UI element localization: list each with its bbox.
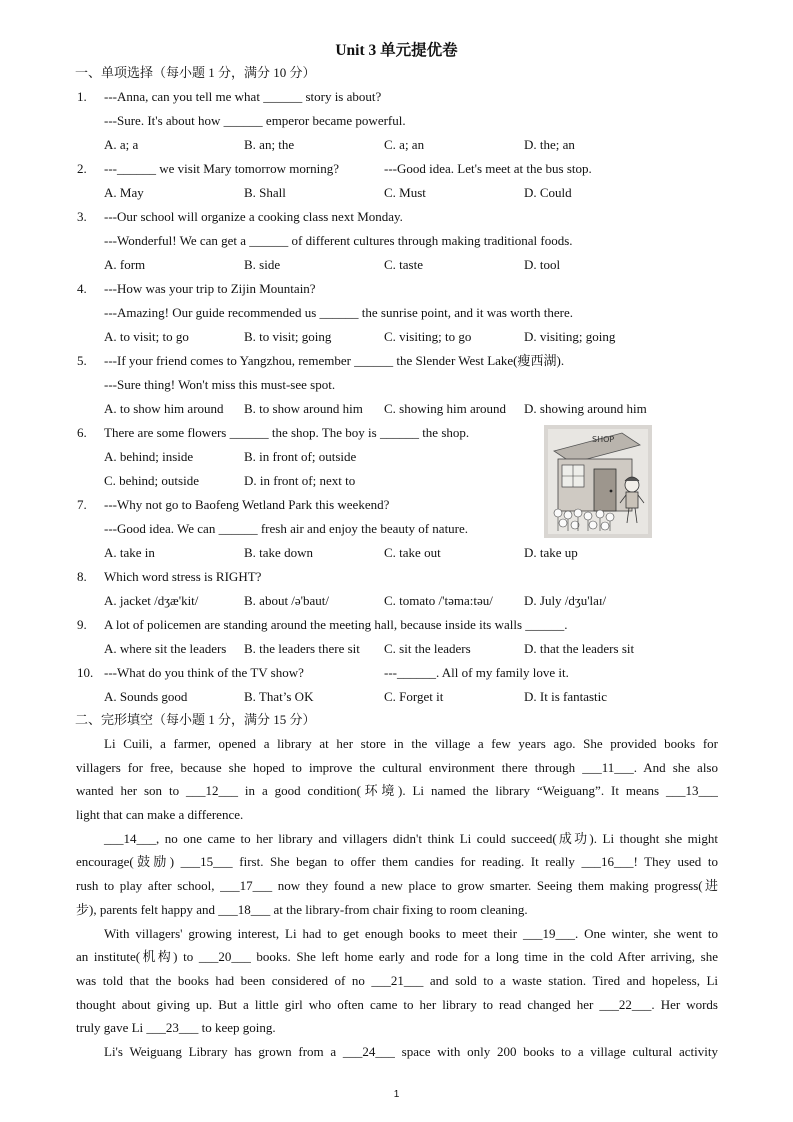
option-d: D. Could (524, 185, 572, 200)
question-stem: ---Why not go to Baofeng Wetland Park this weekend? (104, 497, 390, 512)
option-c: C. taste (384, 257, 423, 272)
passage-line: 步), parents felt happy and ___18___ at the library-from chair fixing to room cleaning. (76, 901, 528, 917)
question-number: 1. (77, 89, 87, 104)
question-number: 6. (77, 425, 87, 440)
passage-line: Li's Weiguang Library has grown from a ___24___ space with only 200 books to a village cultural activity (104, 1043, 718, 1059)
question-stem: ---Amazing! Our guide recommended us ______ the sunrise point, and it was worth there. (104, 305, 573, 320)
option-a: A. where sit the leaders (104, 641, 227, 656)
option-c: C. take out (384, 545, 441, 560)
option-b: B. Shall (244, 185, 286, 200)
option-b: B. an; the (244, 137, 295, 152)
section-heading-choice: 一、单项选择（每小题 1 分，满分 10 分） (75, 65, 316, 80)
option-c: C. showing him around (384, 401, 507, 416)
option-b: B. side (244, 257, 281, 272)
option-b: B. about /ə'baut/ (244, 593, 330, 608)
passage-line: wanted her son to ___12___ in a good condition(环境). Li named the library “Weiguang”. It means ___13___ (76, 783, 718, 799)
question-stem: ---What do you think of the TV show? (104, 665, 304, 680)
question-number: 8. (77, 569, 87, 584)
option-c: C. behind; outside (104, 473, 199, 488)
question-number: 2. (77, 161, 87, 176)
passage-line: was told that the books had been considered of no ___21___ and sold to a waste station. Tired and hopeless, Li (76, 972, 718, 988)
question-stem: ---How was your trip to Zijin Mountain? (104, 281, 316, 296)
question-stem: There are some flowers ______ the shop. The boy is ______ the shop. (104, 425, 470, 440)
question-number: 5. (77, 353, 87, 368)
question-number: 4. (77, 281, 87, 296)
option-b: B. to show around him (244, 401, 363, 416)
option-a: A. to visit; to go (104, 329, 189, 344)
passage-line: an institute(机构) to ___20___ books. She left home early and rode for a long time in the cold After arriving, she (76, 949, 718, 965)
question-stem: A lot of policemen are standing around the meeting hall, because inside its walls ______. (104, 617, 568, 632)
option-a: A. Sounds good (104, 689, 188, 704)
question-stem: ---Our school will organize a cooking class next Monday. (104, 209, 403, 224)
option-d: D. showing around him (524, 401, 647, 416)
option-a: A. behind; inside (104, 449, 194, 464)
question-stem: ---Anna, can you tell me what ______ story is about? (104, 89, 382, 104)
page-title: Unit 3 单元提优卷 (335, 42, 458, 59)
cloze-passage (76, 732, 718, 1064)
question-stem: ---______ we visit Mary tomorrow morning? (104, 161, 340, 176)
passage-line: villagers for free, because she hoped to improve the cultural environment there through ___11___. And she also (76, 759, 718, 775)
passage-line: thought about giving up. But a little girl who often came to her library to read changed her ___22___. Her words (76, 996, 718, 1012)
shop-sign: SHOP (592, 435, 615, 444)
option-d: D. the; an (524, 137, 575, 152)
option-b: B. the leaders there sit (244, 641, 360, 656)
option-b: B. take down (244, 545, 313, 560)
option-a: A. May (104, 185, 144, 200)
page-number: 1 (393, 1089, 400, 1100)
passage-line: light that can make a difference. (76, 807, 244, 823)
question-number: 9. (77, 617, 87, 632)
question-stem: ---Sure thing! Won't miss this must-see spot. (104, 377, 336, 392)
passage-line: With villagers' growing interest, Li had to get enough books to meet their ___19___. One winter, she went to (104, 925, 718, 941)
option-d: D. that the leaders sit (524, 641, 635, 656)
option-d: D. July /dʒu'laɪ/ (524, 593, 607, 608)
option-c: C. Forget it (384, 689, 444, 704)
option-c: C. tomato /'təma:təu/ (384, 593, 493, 608)
shop-illustration (544, 425, 652, 538)
option-b: B. in front of; outside (244, 449, 357, 464)
question-reply: ---______. All of my family love it. (384, 665, 569, 680)
option-d: D. take up (524, 545, 578, 560)
passage-line: rush to play after school, ___17___ now they found a new place to grow smarter. Seeing them making progress(进 (76, 878, 718, 894)
option-a: A. to show him around (104, 401, 224, 416)
passage-line: encourage(鼓励) ___15___ first. She began to offer them candies for reading. It really ___16___! They used to (76, 854, 718, 870)
question-stem: ---Sure. It's about how ______ emperor became powerful. (104, 113, 406, 128)
option-a: A. take in (104, 545, 155, 560)
option-a: A. jacket /dʒæ'kit/ (104, 593, 199, 608)
option-a: A. form (104, 257, 146, 272)
question-number: 3. (77, 209, 87, 224)
option-d: D. visiting; going (524, 329, 616, 344)
option-b: B. to visit; going (244, 329, 332, 344)
passage-line: ___14___, no one came to her library and villagers didn't think Li could succeed(成功). Li thought she might (104, 830, 718, 846)
question-reply: ---Good idea. Let's meet at the bus stop. (384, 161, 592, 176)
section-heading-cloze: 二、完形填空（每小题 1 分，满分 15 分） (75, 712, 316, 727)
option-c: C. visiting; to go (384, 329, 472, 344)
question-number: 10. (77, 665, 94, 680)
question-stem: ---If your friend comes to Yangzhou, remember ______ the Slender West Lake(瘦西湖). (104, 353, 565, 368)
question-stem: ---Good idea. We can ______ fresh air and enjoy the beauty of nature. (104, 521, 469, 536)
option-d: D. tool (524, 257, 561, 272)
question-stem: Which word stress is RIGHT? (104, 569, 262, 584)
option-c: C. a; an (384, 137, 425, 152)
passage-line: truly gave Li ___23___ to keep going. (76, 1020, 276, 1036)
option-d: D. in front of; next to (244, 473, 356, 488)
option-a: A. a; a (104, 137, 139, 152)
passage-line: Li Cuili, a farmer, opened a library at her store in the village a few years ago. She provided books for (104, 736, 718, 751)
question-stem: ---Wonderful! We can get a ______ of different cultures through making traditional foods. (104, 233, 573, 248)
option-d: D. It is fantastic (524, 689, 608, 704)
option-b: B. That’s OK (244, 689, 314, 704)
question-number: 7. (77, 497, 87, 512)
option-c: C. Must (384, 185, 426, 200)
option-c: C. sit the leaders (384, 641, 471, 656)
